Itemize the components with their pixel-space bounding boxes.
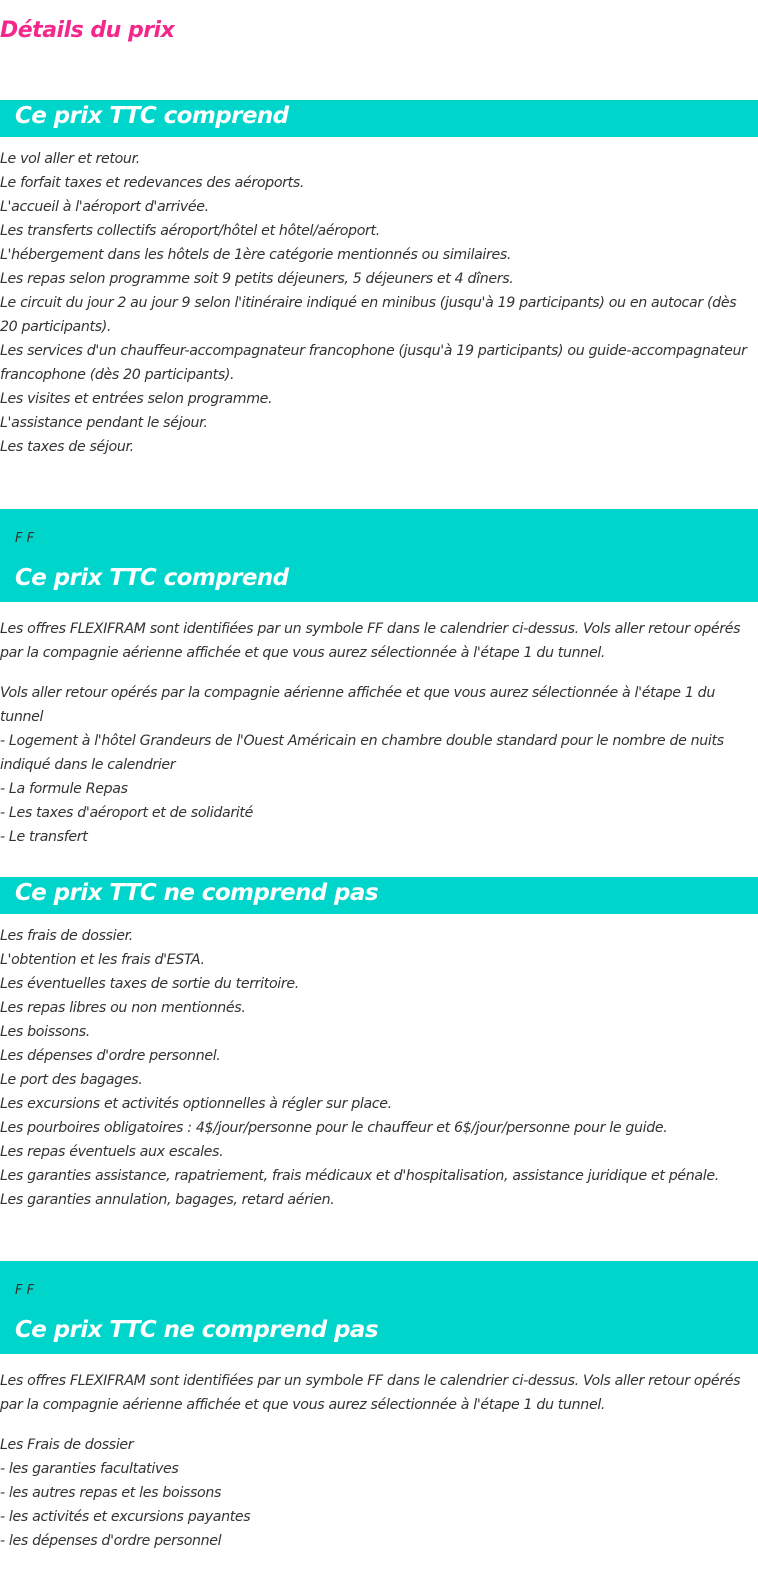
list-item: Les transferts collectifs aéroport/hôtel et hôtel/aéroport. — [0, 223, 380, 239]
list-item: Les dépenses d'ordre personnel. — [0, 1048, 221, 1064]
flexifram-intro: Les offres FLEXIFRAM sont identifiées par un symbole FF dans le calendrier ci-dessus. Vols aller retour opérés par la compagnie aérienne affichée et que vous aurez sélectionnée à l'étape 1 du tunnel. — [0, 621, 741, 661]
list-item: - La formule Repas — [0, 781, 128, 797]
includes-list — [0, 147, 750, 459]
flexifram-intro: Les offres FLEXIFRAM sont identifiées par un symbole FF dans le calendrier ci-dessus. Vols aller retour opérés par la compagnie aérienne affichée et que vous aurez sélectionnée à l'étape 1 du tunnel. — [0, 1373, 741, 1413]
list-item: - Le transfert — [0, 829, 88, 845]
list-item: - les autres repas et les boissons — [0, 1485, 222, 1501]
list-item: Les services d'un chauffeur-accompagnateur francophone (jusqu'à 19 participants) ou guide-accompagnateur francophone (dès 20 participants). — [0, 343, 747, 383]
list-item: Les garanties annulation, bagages, retard aérien. — [0, 1192, 335, 1208]
page-title: Détails du prix — [0, 18, 175, 43]
list-item: Les taxes de séjour. — [0, 439, 134, 455]
list-item: - les garanties facultatives — [0, 1461, 179, 1477]
list-item: Les garanties assistance, rapatriement, frais médicaux et d'hospitalisation, assistance juridique et pénale. — [0, 1168, 719, 1184]
list-item: Le circuit du jour 2 au jour 9 selon l'itinéraire indiqué en minibus (jusqu'à 19 participants) ou en autocar (dès 20 participants). — [0, 295, 737, 335]
list-item: Le forfait taxes et redevances des aéroports. — [0, 175, 305, 191]
list-item: Les Frais de dossier — [0, 1437, 134, 1453]
list-item: Les pourboires obligatoires : 4$/jour/personne pour le chauffeur et 6$/jour/personne pour le guide. — [0, 1120, 668, 1136]
list-item: Le vol aller et retour. — [0, 151, 140, 167]
list-item: L'obtention et les frais d'ESTA. — [0, 952, 205, 968]
list-item: Les repas selon programme soit 9 petits déjeuners, 5 déjeuners et 4 dîners. — [0, 271, 514, 287]
section-heading: Ce prix TTC comprend — [15, 103, 289, 129]
list-item: - les activités et excursions payantes — [0, 1509, 251, 1525]
list-item: L'hébergement dans les hôtels de 1ère catégorie mentionnés ou similaires. — [0, 247, 512, 263]
list-item: Le port des bagages. — [0, 1072, 143, 1088]
list-item: Les éventuelles taxes de sortie du territoire. — [0, 976, 299, 992]
list-item: - Les taxes d'aéroport et de solidarité — [0, 805, 253, 821]
list-item: - Logement à l'hôtel Grandeurs de l'Ouest Américain en chambre double standard pour le nombre de nuits indiqué dans le calendrier — [0, 733, 724, 773]
section-header-excludes — [0, 877, 758, 914]
flexifram-excludes-list — [0, 1433, 750, 1553]
section-heading: Ce prix TTC ne comprend pas — [15, 1317, 378, 1343]
list-item: Les repas libres ou non mentionnés. — [0, 1000, 246, 1016]
section-header-includes — [0, 100, 758, 137]
section-heading: Ce prix TTC comprend — [15, 565, 289, 591]
ff-tag: F F — [15, 531, 35, 546]
list-item: Les excursions et activités optionnelles à régler sur place. — [0, 1096, 392, 1112]
ff-tag: F F — [15, 1283, 35, 1298]
list-item: Les frais de dossier. — [0, 928, 133, 944]
list-item: L'accueil à l'aéroport d'arrivée. — [0, 199, 209, 215]
list-item: L'assistance pendant le séjour. — [0, 415, 208, 431]
section-header-flexifram-excludes — [0, 1261, 758, 1354]
list-item: Les visites et entrées selon programme. — [0, 391, 273, 407]
flexifram-includes-list — [0, 681, 750, 849]
section-heading: Ce prix TTC ne comprend pas — [15, 880, 378, 906]
list-item: Les boissons. — [0, 1024, 90, 1040]
excludes-list — [0, 924, 750, 1212]
list-item: - les dépenses d'ordre personnel — [0, 1533, 222, 1549]
list-item: Vols aller retour opérés par la compagnie aérienne affichée et que vous aurez sélectionnée à l'étape 1 du tunnel — [0, 685, 715, 725]
list-item: Les repas éventuels aux escales. — [0, 1144, 224, 1160]
section-header-flexifram-includes — [0, 509, 758, 602]
